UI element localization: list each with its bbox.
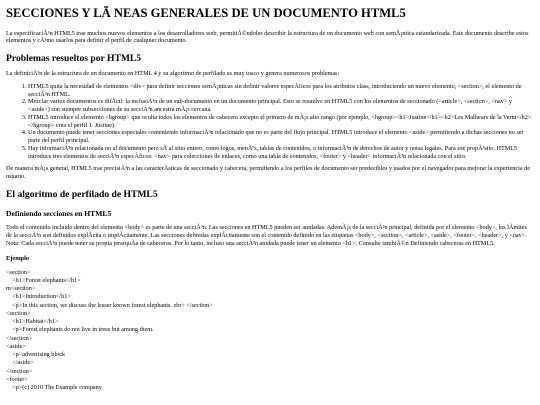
- code-line: <h1>Habitat</h1>: [6, 318, 59, 326]
- code-line: </section>: [6, 367, 33, 375]
- subheading-defining-sections: Definiendo secciones en HTML5: [6, 208, 112, 218]
- section-heading-problems: Problemas resueltos por HTML5: [6, 53, 142, 65]
- intro-paragraph: La especificaciÃ³n HTML5 trae muchos nuevos elementos a los desarrolladores web, permitiÃ©ndoles describir la estructura de un documento web con semÃ¡ntica estandarizada. Este documento describe estos elementos y cÃ³mo usarlos para definir el perfil de cualquier documento.: [6, 29, 529, 45]
- list-item: 5. Hay informaciÃ³n relacionada no al documento pero sÃ al sitio entero, como logos, menÃºs, tablas de contenidos, o informaciÃ³n de derechos de autor y notas legales. Para ese propÃ³sito, HTML5 introduce tres elementos de secciÃ³n especÃficos: <nav> para colecciones de enlaces, como una tabla de contenidos, <footer> y <header> informaciÃ³n relacionada con el sitio.: [28, 145, 534, 161]
- code-line: </section>: [6, 334, 33, 342]
- list-item: 1. HTML5 quita la necesidad de elementos <div> para definir secciones semÃ¡nticas sin definir valores especÃficos para los atributos class, introduciendo un nuevo elemento, <section>, el elemento de secciÃ³n HTML.: [28, 83, 534, 99]
- code-line: <p>(c) 2010 The Example company: [6, 384, 102, 392]
- code-line: <p>In this section, we discuss the lesser known forest elephants. zbr> </section>: [6, 301, 213, 309]
- problems-paragraph: La definiciÃ³n de la estructura de un documento en HTML 4 y su algoritmo de perfilado es muy tosco y genera numerosos problemas:: [6, 70, 340, 78]
- code-line: <section>: [6, 268, 31, 276]
- list-item: 3. HTML5 introduce el elemento <hgroup> que oculta todos los elementos de cabecera excepto el primero de mÃ¡s alto rango (por ejemplo, <hgroup><h1>Justine</h1><h2>Les Malheurs de la Vertu</h2></hgroup> crea el perfil 1. Justine).: [28, 114, 534, 130]
- code-line: <p>Forest elephants do not live in trees but among them.: [6, 326, 154, 334]
- code-line: m<section>: [6, 285, 36, 293]
- list-item: 2. Mezclar varios documentos es difÃcil: la inclusiÃ³n de un sub-documento en un documento principal. Esto se resuelve en HTML5 con los elementos de seccionado (<article>, <section>, <nav> y <aside>) son siempre subsecciones de su secciÃ³n ancestra mÃ¡s cercana.: [28, 98, 534, 114]
- example-heading: Ejemplo: [6, 254, 30, 262]
- code-line: <aside>: [6, 342, 26, 350]
- code-line: <footer>: [6, 375, 28, 383]
- section-heading-algorithm: El algoritmo de perfilado de HTML5: [6, 188, 158, 200]
- code-line: <h1>Introduction</h1>: [6, 293, 71, 301]
- code-line: <section>: [6, 309, 31, 317]
- code-line: </aside>: [6, 359, 34, 367]
- closing-paragraph: De manera mÃ¡s general, HTML5 trae precisiÃ³n a las caracterÃsticas de seccionado y cabecera, permitiendo a los perfiles de documento ser predecibles y usados por el navegador para mejorar la experiencia de usuario.: [6, 165, 530, 181]
- defining-sections-paragraph: Todo el contenido incluido dentro del elemento <body> es parte de una secciÃ³n. Las secciones en HTML5 pueden ser anidadas. AdemÃ¡s de la secciÃ³n principal, definida por el elemento <body>, los lÃmites de la secciÃ³n son definidos explÃcita o implÃcitamente. Las secciones definidas explÃcitamente son el contenido definido en las etiquetas <body>, <section>, <article>, <aside>, <footer>, <header>, y <nav>. Nota: Cada secciÃ³n puede tener su propia jerarquÃa de cabeceras. Por lo tanto, incluso una secciÃ³n anidada puede tener un elemento <h1>. Consulte tambiÃ©n Definiendo cabeceras en HTML5.: [6, 224, 527, 247]
- code-line: <p>advertising block: [6, 351, 66, 359]
- document-title: SECCIONES Y LÃ NEAS GENERALES DE UN DOCUMENTO HTML5: [6, 6, 406, 20]
- code-line: <h1>Forest elephants</h1>: [6, 276, 81, 284]
- problems-list: [6, 83, 534, 161]
- code-example: [6, 269, 534, 393]
- list-item: 4. Un documento puede tener secciones especiales conteniendo informaciÃ³n relacionado que no es parte del flujo principal. HTML5 introduce el elemento <aside> permitiendo a dichas secciones no ser parte del perfil principal.: [28, 129, 534, 145]
